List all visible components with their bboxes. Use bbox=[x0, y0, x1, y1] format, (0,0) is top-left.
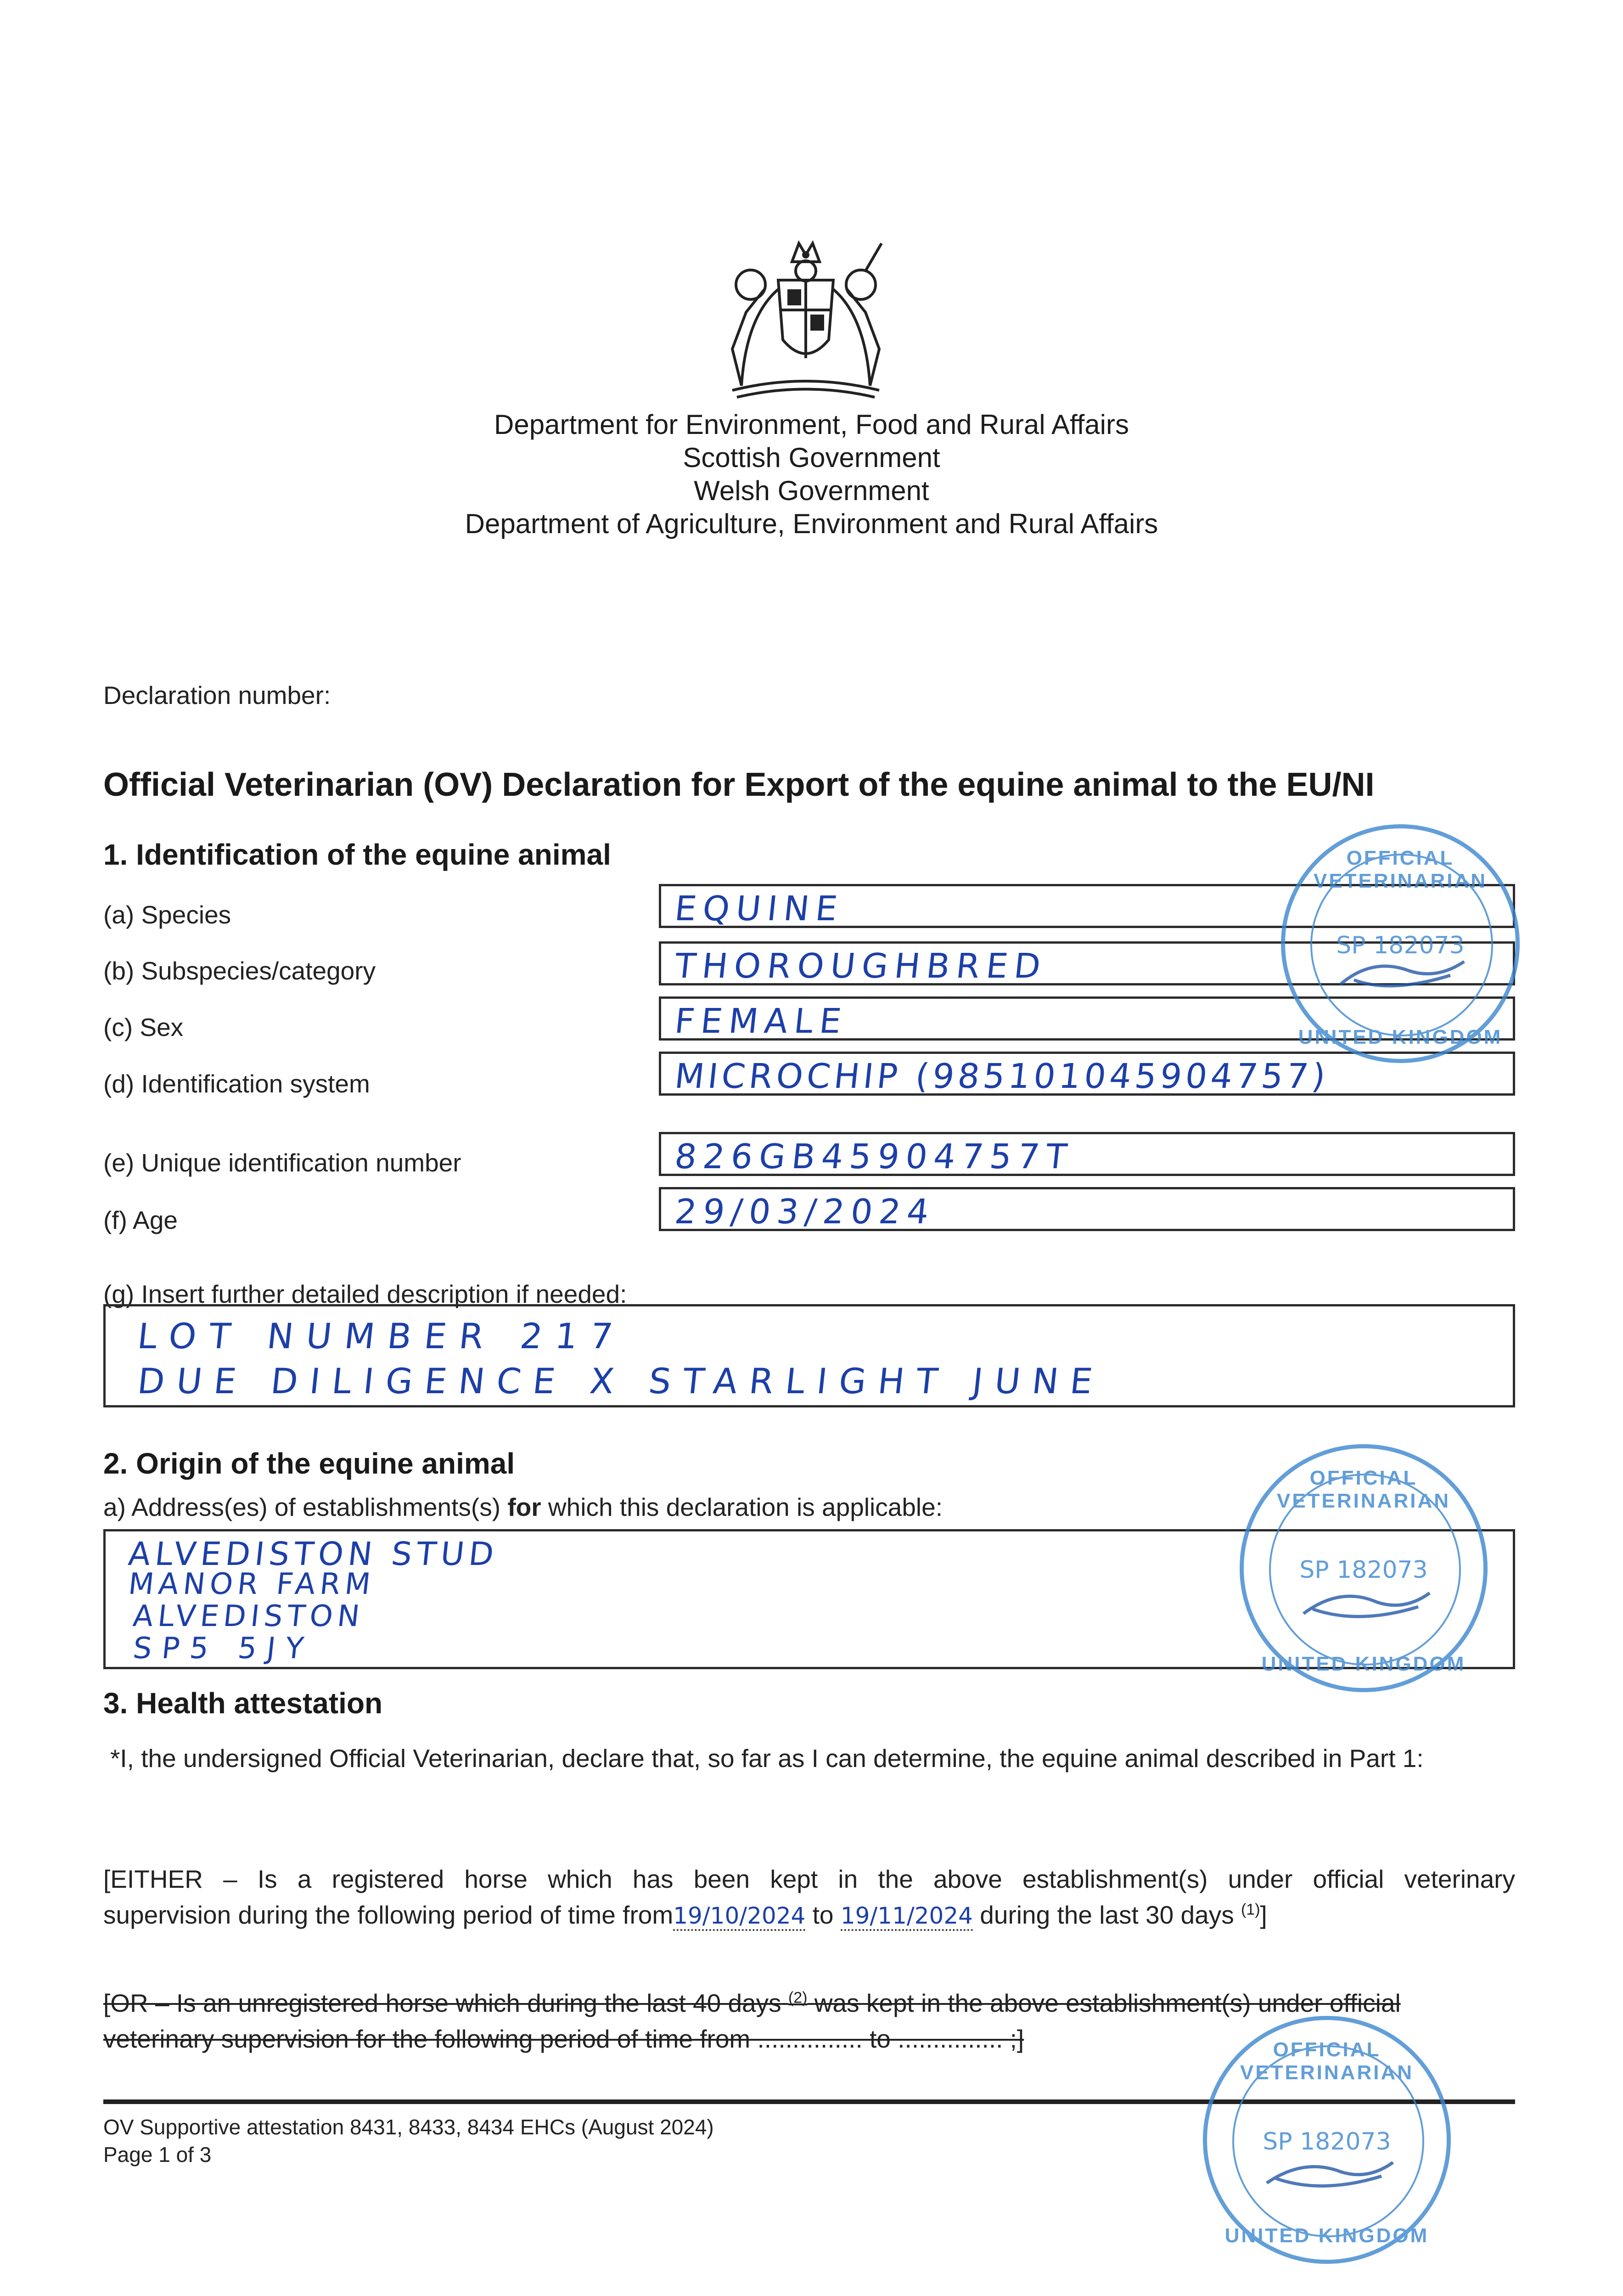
address-line-1: ALVEDISTON STUD bbox=[126, 1535, 500, 1573]
either-to-date[interactable]: 19/11/2024 bbox=[841, 1902, 973, 1931]
or-line-1: [OR – Is an unregistered horse which during the last 40 days $^{(2)}$ was kept in the above establishment(s) under official bbox=[103, 1989, 1401, 2017]
sex-label: (c) Sex bbox=[103, 1013, 184, 1041]
signature-icon bbox=[1336, 948, 1473, 998]
page-title: Official Veterinarian (OV) Declaration for Export of the equine animal to the EU/NI bbox=[103, 766, 1375, 803]
age-field[interactable] bbox=[659, 1187, 1515, 1231]
section2-heading: 2. Origin of the equine animal bbox=[103, 1447, 515, 1480]
identification-system-label: (d) Identification system bbox=[103, 1069, 370, 1098]
description-label: (g) Insert further detailed description if needed: bbox=[103, 1280, 627, 1308]
dept-line-4: Department of Agriculture, Environment and Rural Affairs bbox=[465, 508, 1158, 539]
address-label: a) Address(es) of establishments(s) for which this declaration is applicable: bbox=[103, 1493, 943, 1521]
coat-of-arms-icon bbox=[714, 234, 898, 404]
dept-line-1: Department for Environment, Food and Rural Affairs bbox=[494, 409, 1129, 440]
ov-stamp-2: OFFICIAL VETERINARIAN SP 182073 UNITED KINGDOM bbox=[1240, 1444, 1488, 1692]
subspecies-label: (b) Subspecies/category bbox=[103, 957, 376, 985]
declaration-number-label: Declaration number: bbox=[103, 681, 331, 709]
signature-icon bbox=[1299, 1581, 1437, 1627]
unique-id-label: (e) Unique identification number bbox=[103, 1148, 461, 1177]
ov-stamp-3: OFFICIAL VETERINARIAN SP 182073 UNITED KINGDOM bbox=[1203, 2016, 1451, 2264]
unique-id-field[interactable] bbox=[659, 1132, 1515, 1176]
identification-system-value: MICROCHIP (985101045904757) bbox=[673, 1057, 1331, 1096]
age-value: 29/03/2024 bbox=[673, 1192, 938, 1232]
section3-heading: 3. Health attestation bbox=[103, 1687, 383, 1720]
address-line-2: MANOR FARM bbox=[127, 1567, 377, 1601]
age-label: (f) Age bbox=[103, 1206, 178, 1234]
description-box[interactable] bbox=[103, 1304, 1515, 1407]
unique-id-value: 826GB45904757T bbox=[673, 1137, 1075, 1176]
either-line-2: supervision during the following period of time from19/10/2024 to 19/11/2024 during the last 30 days $^{(1)}$] bbox=[103, 1900, 1267, 1930]
health-intro: *I, the undersigned Official Veterinarian, declare that, so far as I can determine, the equine animal described in Part 1: bbox=[110, 1744, 1424, 1773]
either-line-1: [EITHER – Is a registered horse which has been kept in the above establishment(s) under official veterinary bbox=[103, 1865, 1515, 1893]
species-label: (a) Species bbox=[103, 900, 231, 929]
ov-stamp-1: OFFICIAL VETERINARIAN SP 182073 UNITED KINGDOM bbox=[1281, 824, 1520, 1063]
footer-line-2: Page 1 of 3 bbox=[103, 2143, 212, 2167]
dept-line-3: Welsh Government bbox=[694, 475, 929, 506]
either-from-date[interactable]: 19/10/2024 bbox=[673, 1902, 805, 1931]
subspecies-value: THOROUGHBRED bbox=[673, 946, 1049, 986]
description-line-1: LOT NUMBER 217 bbox=[135, 1316, 628, 1356]
species-value: EQUINE bbox=[673, 889, 846, 929]
address-line-4: SP5 5JY bbox=[131, 1632, 315, 1666]
signature-icon bbox=[1262, 2151, 1400, 2197]
footer-line-1: OV Supportive attestation 8431, 8433, 8434 EHCs (August 2024) bbox=[103, 2115, 714, 2139]
or-line-2: veterinary supervision for the following period of time from ............... to ............... ;] bbox=[103, 2025, 1024, 2053]
sex-value: FEMALE bbox=[673, 1002, 850, 1041]
dept-line-2: Scottish Government bbox=[683, 442, 940, 473]
address-line-3: ALVEDISTON bbox=[131, 1599, 366, 1633]
description-line-2: DUE DILIGENCE X STARLIGHT JUNE bbox=[135, 1361, 1106, 1401]
section1-heading: 1. Identification of the equine animal bbox=[103, 838, 611, 871]
